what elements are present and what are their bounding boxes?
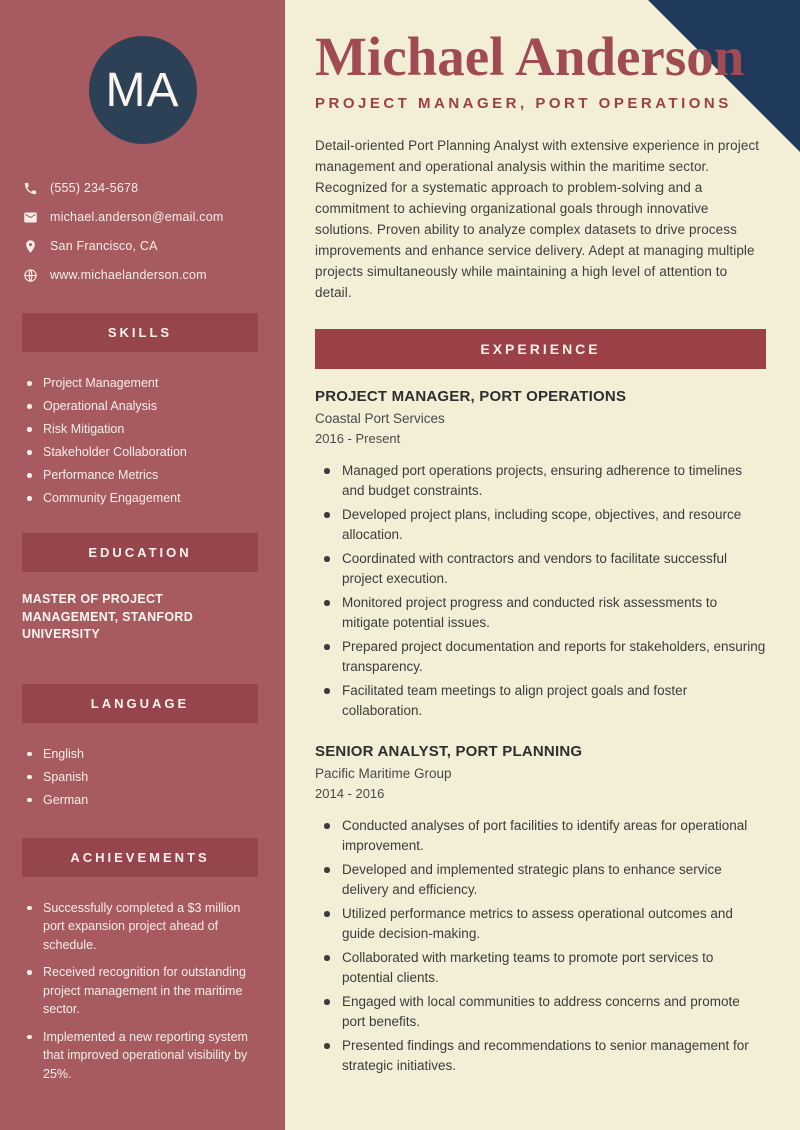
page-title: Michael Anderson bbox=[315, 26, 745, 87]
experience-banner: EXPERIENCE bbox=[315, 329, 766, 369]
job-bullet: Facilitated team meetings to align project goals and foster collaboration. bbox=[321, 681, 766, 721]
job-bullet: Developed and implemented strategic plans to enhance service delivery and efficiency. bbox=[321, 860, 766, 900]
job-entry bbox=[315, 388, 766, 721]
headline-job-title: PROJECT MANAGER, PORT OPERATIONS bbox=[315, 94, 732, 112]
contact-item-location bbox=[22, 238, 285, 254]
job-company: Coastal Port Services bbox=[315, 410, 445, 426]
main-content bbox=[285, 0, 800, 1130]
section-banner-skills: SKILLS bbox=[22, 313, 258, 352]
contact-item-email bbox=[22, 209, 285, 225]
language-item: German bbox=[24, 791, 261, 809]
section-banner-language: LANGUAGE bbox=[22, 684, 258, 723]
language-item: Spanish bbox=[24, 768, 261, 786]
job-bullet-list bbox=[315, 816, 766, 1076]
section-banner-education: EDUCATION bbox=[22, 533, 258, 572]
job-bullet: Developed project plans, including scope, objectives, and resource allocation. bbox=[321, 505, 766, 545]
job-bullet: Monitored project progress and conducted risk assessments to mitigate potential issues. bbox=[321, 593, 766, 633]
website-url: www.michaelanderson.com bbox=[50, 268, 207, 282]
skill-item: Project Management bbox=[24, 374, 261, 392]
job-bullet-list bbox=[315, 461, 766, 721]
avatar bbox=[89, 36, 197, 144]
location-text: San Francisco, CA bbox=[50, 239, 158, 253]
job-bullet: Collaborated with marketing teams to promote port services to potential clients. bbox=[321, 948, 766, 988]
skill-item: Operational Analysis bbox=[24, 397, 261, 415]
skill-item: Risk Mitigation bbox=[24, 420, 261, 438]
job-dates: 2014 - 2016 bbox=[315, 785, 385, 801]
job-bullet: Conducted analyses of port facilities to identify areas for operational improvement. bbox=[321, 816, 766, 856]
skill-item: Stakeholder Collaboration bbox=[24, 443, 261, 461]
skills-list bbox=[0, 374, 285, 507]
job-dates: 2016 - Present bbox=[315, 430, 401, 446]
section-banner-achievements: ACHIEVEMENTS bbox=[22, 838, 258, 877]
avatar-initials: MA bbox=[105, 63, 180, 117]
skill-item: Performance Metrics bbox=[24, 466, 261, 484]
job-title: SENIOR ANALYST, PORT PLANNING bbox=[315, 742, 583, 760]
email-icon bbox=[22, 209, 38, 225]
achievement-item: Successfully completed a $3 million port expansion project ahead of schedule. bbox=[24, 899, 261, 955]
job-bullet: Managed port operations projects, ensuring adherence to timelines and budget constraints. bbox=[321, 461, 766, 501]
job-bullet: Presented findings and recommendations to senior management for strategic initiatives. bbox=[321, 1036, 766, 1076]
achievement-item: Received recognition for outstanding project management in the maritime sector. bbox=[24, 963, 261, 1019]
job-bullet: Utilized performance metrics to assess operational outcomes and guide decision-making. bbox=[321, 904, 766, 944]
phone-number: (555) 234-5678 bbox=[50, 181, 139, 195]
contact-item-website bbox=[22, 267, 285, 283]
education-degree: MASTER OF PROJECT MANAGEMENT, STANFORD UNIVERSITY bbox=[22, 592, 194, 641]
language-list bbox=[0, 745, 285, 809]
job-bullet: Engaged with local communities to address concerns and promote port benefits. bbox=[321, 992, 766, 1032]
phone-icon bbox=[22, 180, 38, 196]
contact-list bbox=[22, 180, 285, 283]
job-entry bbox=[315, 743, 766, 1076]
language-item: English bbox=[24, 745, 261, 763]
job-bullet: Coordinated with contractors and vendors to facilitate successful project execution. bbox=[321, 549, 766, 589]
job-company: Pacific Maritime Group bbox=[315, 765, 452, 781]
sidebar bbox=[0, 0, 285, 1130]
job-bullet: Prepared project documentation and reports for stakeholders, ensuring transparency. bbox=[321, 637, 766, 677]
location-icon bbox=[22, 238, 38, 254]
contact-item-phone bbox=[22, 180, 285, 196]
summary-text: Detail-oriented Port Planning Analyst with extensive experience in project management and operational analysis within the maritime sector. Recognized for a systematic approach to problem-solving and a commitment to achieving organizational goals through innovative solutions. Proven ability to analyze complex datasets to drive process improvements and enhance service delivery. Adept at managing multiple projects simultaneously while maintaining a high level of attention to detail. bbox=[315, 137, 760, 300]
email-address: michael.anderson@email.com bbox=[50, 210, 224, 224]
skill-item: Community Engagement bbox=[24, 489, 261, 507]
job-title: PROJECT MANAGER, PORT OPERATIONS bbox=[315, 387, 627, 405]
achievement-item: Implemented a new reporting system that improved operational visibility by 25%. bbox=[24, 1028, 261, 1084]
achievements-list bbox=[0, 899, 285, 1084]
globe-icon bbox=[22, 267, 38, 283]
